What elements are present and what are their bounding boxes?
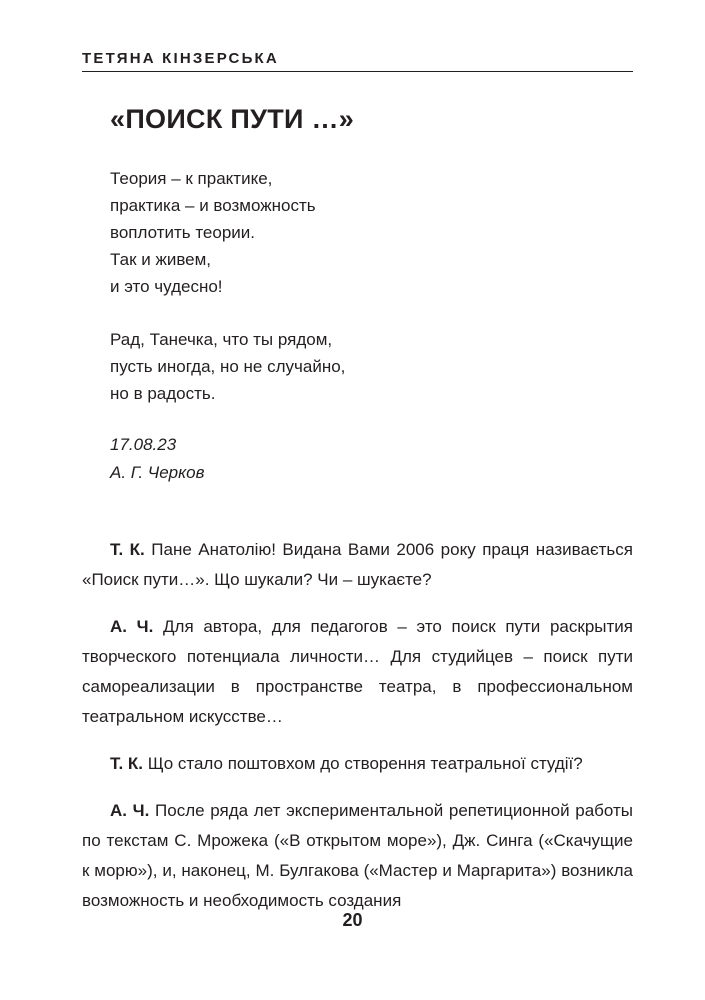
dialogue-text: Для автора, для педагогов – это поиск пути раскрытия творческого потенциала личности… Для студийцев – поиск пути самореализации в пространстве театра, в профессиональном театральном искусстве… bbox=[82, 617, 633, 726]
poem-line: практика – и возможность bbox=[110, 196, 316, 215]
poem-line: и это чудесно! bbox=[110, 277, 223, 296]
poem-line: пусть иногда, но не случайно, bbox=[110, 357, 346, 376]
header-rule bbox=[82, 71, 633, 72]
dialogue-paragraph bbox=[82, 749, 633, 779]
poem-line: Так и живем, bbox=[110, 250, 212, 269]
dialogue-paragraph bbox=[82, 612, 633, 732]
poem-author: А. Г. Черков bbox=[110, 463, 205, 482]
running-head: ТЕТЯНА КІНЗЕРСЬКА bbox=[82, 50, 279, 67]
poem-title: «ПОИСК ПУТИ …» bbox=[110, 104, 355, 134]
dialogue-paragraph bbox=[82, 535, 633, 595]
speaker-initials: А. Ч. bbox=[110, 617, 154, 636]
poem-stanza-1 bbox=[110, 165, 316, 300]
dialogue-text: Що стало поштовхом до створення театральної студії? bbox=[147, 754, 583, 773]
speaker-initials: А. Ч. bbox=[110, 801, 150, 820]
poem-signoff bbox=[110, 431, 205, 487]
page-number: 20 bbox=[342, 910, 363, 930]
dialogue-text: После ряда лет экспериментальной репетиционной работы по текстам С. Мрожека («В открытом море»), Дж. Синга («Скачущие к морю»), и, наконец, М. Булгакова («Мастер и Маргарита») возникла возможность и необходимость создания bbox=[82, 801, 633, 910]
poem-line: воплотить теории. bbox=[110, 223, 256, 242]
poem-line: Теория – к практике, bbox=[110, 169, 273, 188]
speaker-initials: Т. К. bbox=[110, 540, 145, 559]
poem-line: Рад, Танечка, что ты рядом, bbox=[110, 330, 333, 349]
poem-line: но в радость. bbox=[110, 384, 216, 403]
dialogue-text: Пане Анатолію! Видана Вами 2006 року праця називається «Поиск пути…». Що шукали? Чи – шукаєте? bbox=[82, 540, 633, 589]
poem-stanza-2 bbox=[110, 326, 345, 407]
speaker-initials: Т. К. bbox=[110, 754, 144, 773]
dialogue-paragraph bbox=[82, 796, 633, 916]
interview-dialogue bbox=[82, 535, 633, 933]
poem-date: 17.08.23 bbox=[110, 435, 177, 454]
